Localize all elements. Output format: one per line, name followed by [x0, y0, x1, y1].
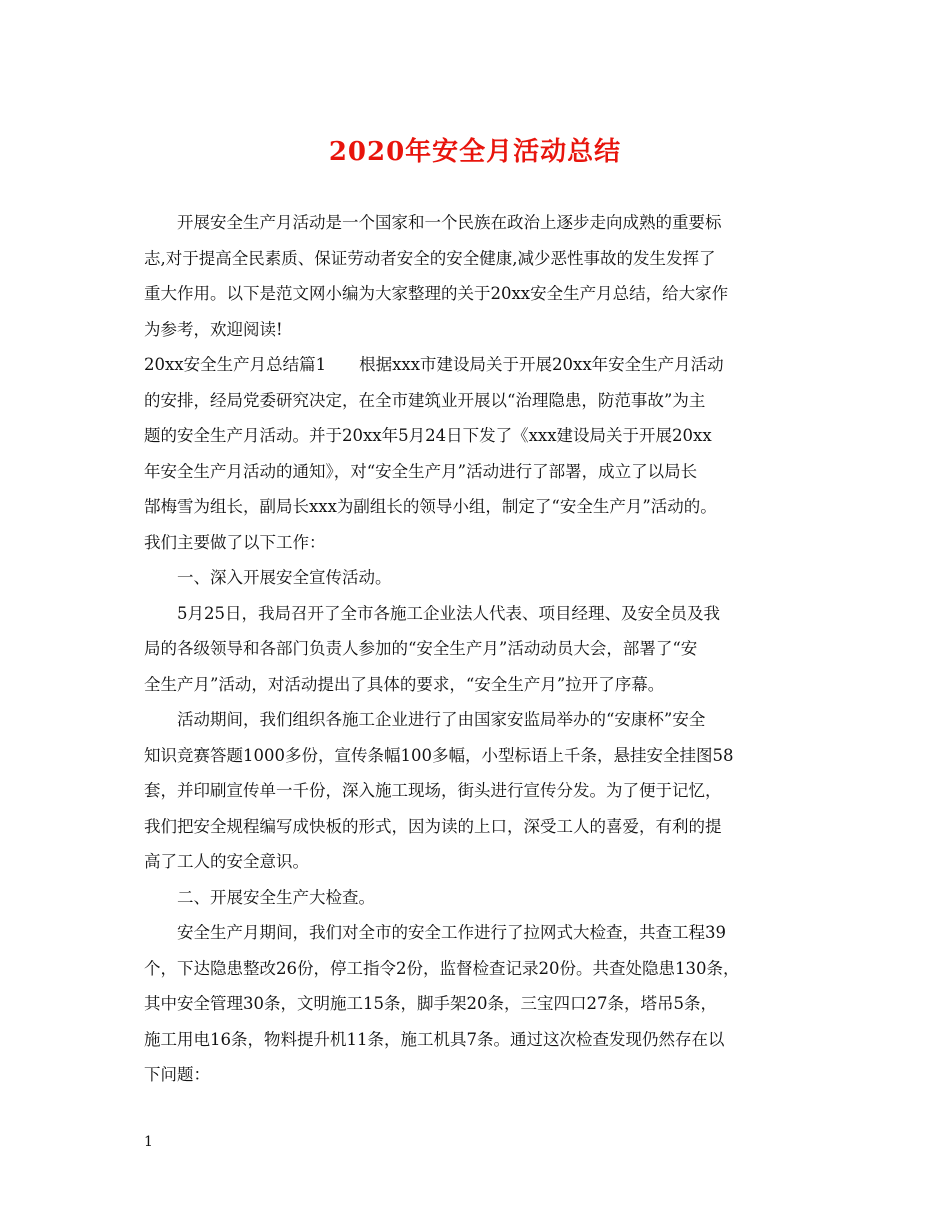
body-text-line: 套，并印刷宣传单一千份，深入施工现场，街头进行宣传分发。为了便于记忆，	[144, 781, 722, 800]
body-text-line: 重大作用。以下是范文网小编为大家整理的关于20xx安全生产月总结，给大家作	[144, 284, 729, 303]
body-text-line: 5月25日，我局召开了全市各施工企业法人代表、项目经理、及安全员及我	[144, 603, 720, 623]
body-text-line: 安全生产月期间，我们对全市的安全工作进行了拉网式大检查，共查工程39	[144, 923, 726, 942]
body-text-line: 施工用电16条，物料提升机11条，施工机具7条。通过这次检查发现仍然存在以	[144, 1029, 725, 1049]
page-number: 1	[144, 1134, 153, 1150]
body-text-line: 的安排，经局党委研究决定，在全市建筑业开展以“治理隐患，防范事故”为主	[144, 390, 706, 410]
body-text-line: 我们把安全规程编写成快板的形式，因为读的上口，深受工人的喜爱，有利的提	[144, 816, 722, 836]
body-text-line: 其中安全管理30条，文明施工15条，脚手架20条，三宝四口27条，塔吊5条，	[144, 994, 717, 1013]
body-text-line: 为参考，欢迎阅读!	[144, 319, 283, 339]
body-text-line: 20xx安全生产月总结篇1 根据xxx市建设局关于开展20xx年安全生产月活动	[144, 355, 724, 374]
body-text-line: 我们主要做了以下工作：	[144, 532, 326, 552]
body-text-line: 年安全生产月活动的通知》，对“安全生产月”活动进行了部署，成立了以局长	[144, 461, 698, 481]
body-text-line: 一、深入开展安全宣传活动。	[144, 568, 392, 587]
document-body	[144, 205, 816, 1093]
body-text-line: 开展安全生产月活动是一个国家和一个民族在政治上逐步走向成熟的重要标	[144, 213, 722, 232]
body-text-line: 志,对于提高全民素质、保证劳动者安全的安全健康,减少恶性事故的发生发挥了	[144, 248, 716, 268]
document-title: 2020年安全月活动总结	[328, 137, 622, 167]
body-text-line: 知识竞赛答题1000多份，宣传条幅100多幅，小型标语上千条，悬挂安全挂图58	[144, 745, 734, 765]
body-text-line: 郜梅雪为组长，副局长xxx为副组长的领导小组，制定了“安全生产月”活动的。	[144, 497, 717, 516]
body-text-line: 个，下达隐患整改26份，停工指令2份，监督检查记录20份。共查处隐患130条，	[144, 958, 740, 978]
body-text-line: 全生产月”活动，对活动提出了具体的要求，“安全生产月”拉开了序幕。	[144, 674, 665, 694]
body-text-line: 题的安全生产月活动。并于20xx年5月24日下发了《xxx建设局关于开展20xx	[144, 426, 712, 445]
body-text-line: 局的各级领导和各部门负责人参加的“安全生产月”活动动员大会，部署了“安	[144, 639, 698, 658]
body-text-line: 下问题：	[144, 1065, 210, 1084]
body-text-line: 活动期间，我们组织各施工企业进行了由国家安监局举办的“安康杯”安全	[144, 710, 706, 729]
body-text-line: 高了工人的安全意识。	[144, 852, 309, 871]
body-text-line: 二、开展安全生产大检查。	[144, 887, 375, 907]
